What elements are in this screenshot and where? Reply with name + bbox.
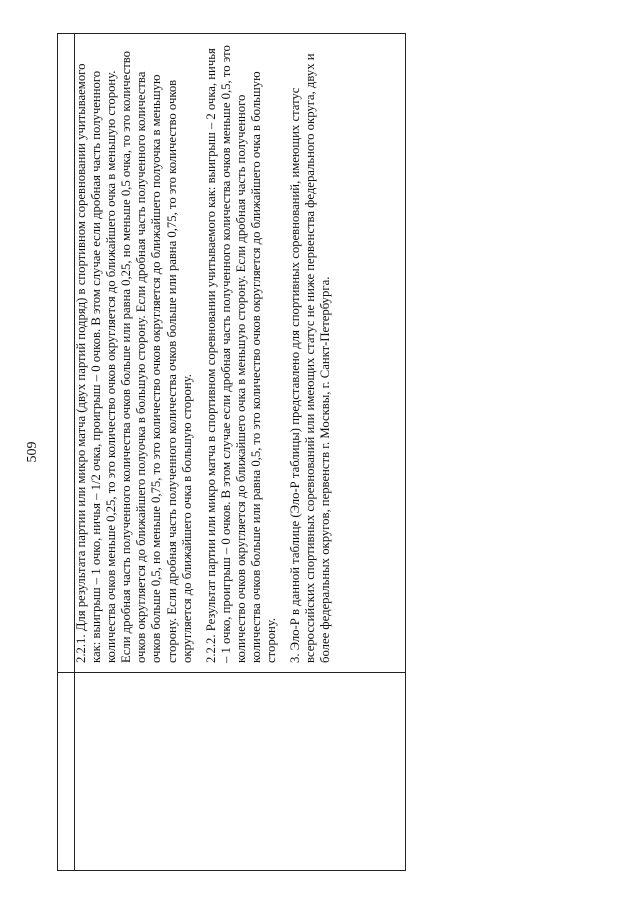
table-row-divider (57, 672, 406, 673)
paragraph-2-2-2: 2.2.2. Результат партии или микро матча в спортивном соревновании учитываемого как: выигрыш – 2 очка, ничья – 1 очко, проигрыш – 0 очков. В этом случае если дробная часть полученного количества очков меньше 0,5, то это количество очков округляется до ближайшего очка в меньшую сторону. Если дробная часть полученного количества очков больше или равна 0,5, то это количество очков округляется до ближайшего очка в большую сторону. (203, 45, 279, 663)
page-number: 509 (25, 441, 40, 463)
table-cell-text (74, 43, 402, 663)
paragraph-2-2-1: 2.2.1. Для результата партии или микро матча (двух партий подряд) в спортивном соревновании учитываемого как: выигрыш – 1 очко, ничья – 1/2 очка, проигрыш – 0 очков. В этом случае если дробная часть полученного количества очков меньше 0,25, то это количество очков округляется до ближайшего очка в меньшую сторону. Если дробная часть полученного количества очков больше или равна 0,25, но меньше 0,5 очка, то это количество очков округляется до ближайшего полуочка в большую сторону. Если дробная часть полученного количества очков больше 0,5, но меньше 0,75, то это количество очков округляется до ближайшего полуочка в меньшую сторону. Если дробная часть полученного количества очков больше или равна 0,75, то это количество очков округляется до ближайшего очка в большую сторону. (74, 51, 194, 663)
paragraph-3: 3. Эло-Р в данной таблице (Эло-Р таблицы) представлено для спортивных соревнований, имеющих статус всероссийских спортивных соревнований или имеющих статус не ниже первенства федерального округа, двух и более федеральных округов, первенств г. Москвы, г. Санкт-Петербурга. (288, 53, 333, 663)
